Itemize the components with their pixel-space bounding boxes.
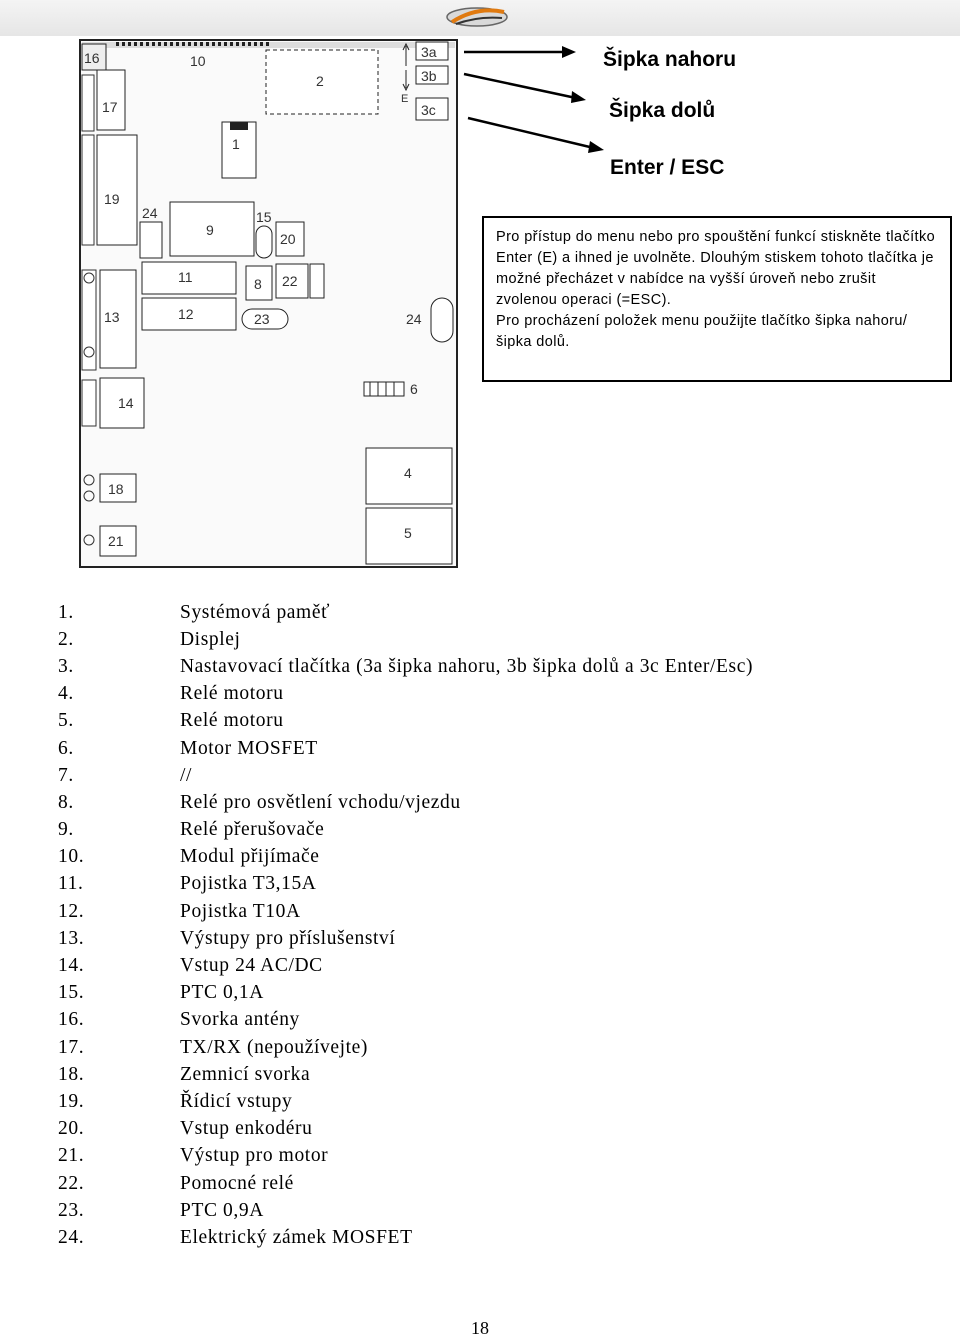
legend-row: [58, 653, 938, 680]
info-box: [482, 216, 952, 382]
svg-text:9: 9: [206, 222, 214, 238]
legend-number: 10.: [58, 846, 85, 868]
component-6-mosfet: [364, 381, 418, 397]
legend-text: Relé motoru: [180, 710, 284, 732]
legend-number: 5.: [58, 710, 74, 732]
legend-text: Displej: [180, 628, 241, 650]
legend-number: 18.: [58, 1063, 85, 1085]
legend-row: [58, 762, 938, 789]
legend-number: 17.: [58, 1036, 85, 1058]
legend-number: 23.: [58, 1199, 85, 1221]
legend-number: 7.: [58, 764, 74, 786]
legend-number: 12.: [58, 900, 85, 922]
svg-text:15: 15: [256, 209, 272, 225]
legend-row: [58, 599, 938, 626]
legend-text: Relé pro osvětlení vchodu/vjezdu: [180, 791, 461, 813]
component-19: [97, 135, 137, 245]
legend-row: [58, 1224, 938, 1251]
svg-text:5: 5: [404, 525, 412, 541]
svg-text:20: 20: [280, 231, 296, 247]
legend-text: Pomocné relé: [180, 1172, 294, 1194]
component-2-display: [266, 50, 378, 114]
svg-text:4: 4: [404, 465, 412, 481]
legend-number: 14.: [58, 955, 85, 977]
svg-text:12: 12: [178, 306, 194, 322]
svg-text:3c: 3c: [421, 102, 436, 118]
legend-text: Výstup pro motor: [180, 1145, 329, 1167]
legend-text: Pojistka T3,15A: [180, 873, 317, 895]
legend-text: Nastavovací tlačítka (3a šipka nahoru, 3b šipka dolů a 3c Enter/Esc): [180, 655, 754, 677]
svg-text:8: 8: [254, 276, 262, 292]
legend-row: [58, 681, 938, 708]
legend-text: Pojistka T10A: [180, 900, 301, 922]
legend-number: 2.: [58, 628, 74, 650]
svg-text:24: 24: [406, 311, 422, 327]
legend-number: 13.: [58, 927, 85, 949]
legend-text: Vstup 24 AC/DC: [180, 955, 323, 977]
legend-text: Výstupy pro příslušenství: [180, 927, 396, 949]
legend-text: Systémová paměť: [180, 601, 331, 623]
legend-row: [58, 925, 938, 952]
legend-row: [58, 1088, 938, 1115]
legend-number: 24.: [58, 1226, 85, 1248]
enter-esc-label: Enter / ESC: [610, 156, 725, 179]
legend-number: 11.: [58, 873, 84, 895]
legend-number: 4.: [58, 683, 74, 705]
legend-number: 8.: [58, 791, 74, 813]
component-4-relay: [366, 448, 452, 504]
component-legend: [58, 599, 938, 1252]
svg-text:19: 19: [104, 191, 120, 207]
arrow-up-label: Šipka nahoru: [603, 48, 737, 71]
legend-number: 15.: [58, 982, 85, 1004]
legend-row: [58, 1170, 938, 1197]
svg-text:17: 17: [102, 99, 118, 115]
arrow-down-label: Šipka dolů: [609, 99, 716, 122]
legend-row: [58, 1007, 938, 1034]
component-12-fuse: [142, 298, 236, 330]
svg-text:6: 6: [410, 381, 418, 397]
svg-text:10: 10: [190, 53, 206, 69]
legend-row: [58, 898, 938, 925]
svg-text:1: 1: [232, 136, 240, 152]
legend-text: PTC 0,1A: [180, 982, 264, 1004]
legend-row: [58, 789, 938, 816]
svg-text:3b: 3b: [421, 68, 437, 84]
legend-row: [58, 626, 938, 653]
legend-row: [58, 1061, 938, 1088]
legend-number: 16.: [58, 1009, 85, 1031]
component-5-relay: [366, 508, 452, 564]
svg-text:24: 24: [142, 205, 158, 221]
component-1-memory: [222, 122, 256, 178]
legend-row: [58, 817, 938, 844]
legend-row: [58, 952, 938, 979]
component-16: [82, 44, 106, 70]
legend-row: [58, 1143, 938, 1170]
svg-text:13: 13: [104, 309, 120, 325]
component-14-input: [82, 378, 144, 428]
component-15-ptc: [256, 209, 272, 258]
info-paragraph: Pro procházení položek menu použijte tlačítko šipka nahoru/šipka dolů.: [496, 313, 908, 350]
svg-text:2: 2: [316, 73, 324, 89]
legend-row: [58, 844, 938, 871]
terminal-strip-top: [82, 75, 94, 245]
svg-text:E: E: [401, 93, 409, 105]
component-8-relay: [246, 266, 272, 300]
component-20-encoder: [276, 222, 304, 256]
svg-text:14: 14: [118, 395, 134, 411]
component-23-ptc: [242, 309, 288, 329]
legend-text: Svorka antény: [180, 1009, 300, 1031]
legend-row: [58, 980, 938, 1007]
legend-text: Relé přerušovače: [180, 819, 325, 841]
legend-row: [58, 1197, 938, 1224]
legend-number: 19.: [58, 1090, 85, 1112]
svg-text:11: 11: [178, 269, 193, 285]
brand-logo: [444, 4, 514, 32]
page-number: 18: [471, 1318, 489, 1338]
component-22-relay: [276, 264, 324, 298]
legend-text: Elektrický zámek MOSFET: [180, 1226, 413, 1248]
legend-row: [58, 871, 938, 898]
legend-text: Vstup enkodéru: [180, 1118, 313, 1140]
legend-row: [58, 735, 938, 762]
legend-text: Zemnicí svorka: [180, 1063, 311, 1085]
legend-number: 20.: [58, 1118, 85, 1140]
legend-text: Relé motoru: [180, 683, 284, 705]
svg-text:21: 21: [108, 533, 124, 549]
terminal-strip-mid: [82, 270, 96, 370]
legend-text: TX/RX (nepoužívejte): [180, 1036, 368, 1058]
legend-number: 3.: [58, 655, 74, 677]
svg-text:18: 18: [108, 481, 124, 497]
legend-number: 21.: [58, 1145, 85, 1167]
component-9-relay: [170, 202, 254, 256]
component-17: [97, 70, 125, 130]
pointer-arrows: [464, 46, 604, 153]
legend-text: //: [180, 764, 193, 786]
svg-text:3a: 3a: [421, 44, 437, 60]
legend-text: Modul přijímače: [180, 846, 320, 868]
legend-number: 9.: [58, 819, 74, 841]
component-13-outputs: [100, 270, 136, 368]
legend-text: PTC 0,9A: [180, 1199, 264, 1221]
svg-text:22: 22: [282, 273, 298, 289]
svg-text:16: 16: [84, 50, 100, 66]
legend-row: [58, 1116, 938, 1143]
legend-row: [58, 708, 938, 735]
legend-row: [58, 1034, 938, 1061]
legend-number: 22.: [58, 1172, 85, 1194]
svg-text:23: 23: [254, 311, 270, 327]
info-paragraph: Pro přístup do menu nebo pro spouštění funkcí stiskněte tlačítko Enter (E) a ihned je uvolněte. Dlouhým stiskem tohoto tlačítka je možné přecházet v nabídce na vyšší úroveň nebo zrušit zvolenou operaci (=ESC).: [496, 229, 936, 308]
legend-number: 1.: [58, 601, 74, 623]
component-11-fuse: [142, 262, 236, 294]
legend-text: Řídicí vstupy: [180, 1090, 293, 1112]
legend-text: Motor MOSFET: [180, 737, 318, 759]
legend-number: 6.: [58, 737, 74, 759]
